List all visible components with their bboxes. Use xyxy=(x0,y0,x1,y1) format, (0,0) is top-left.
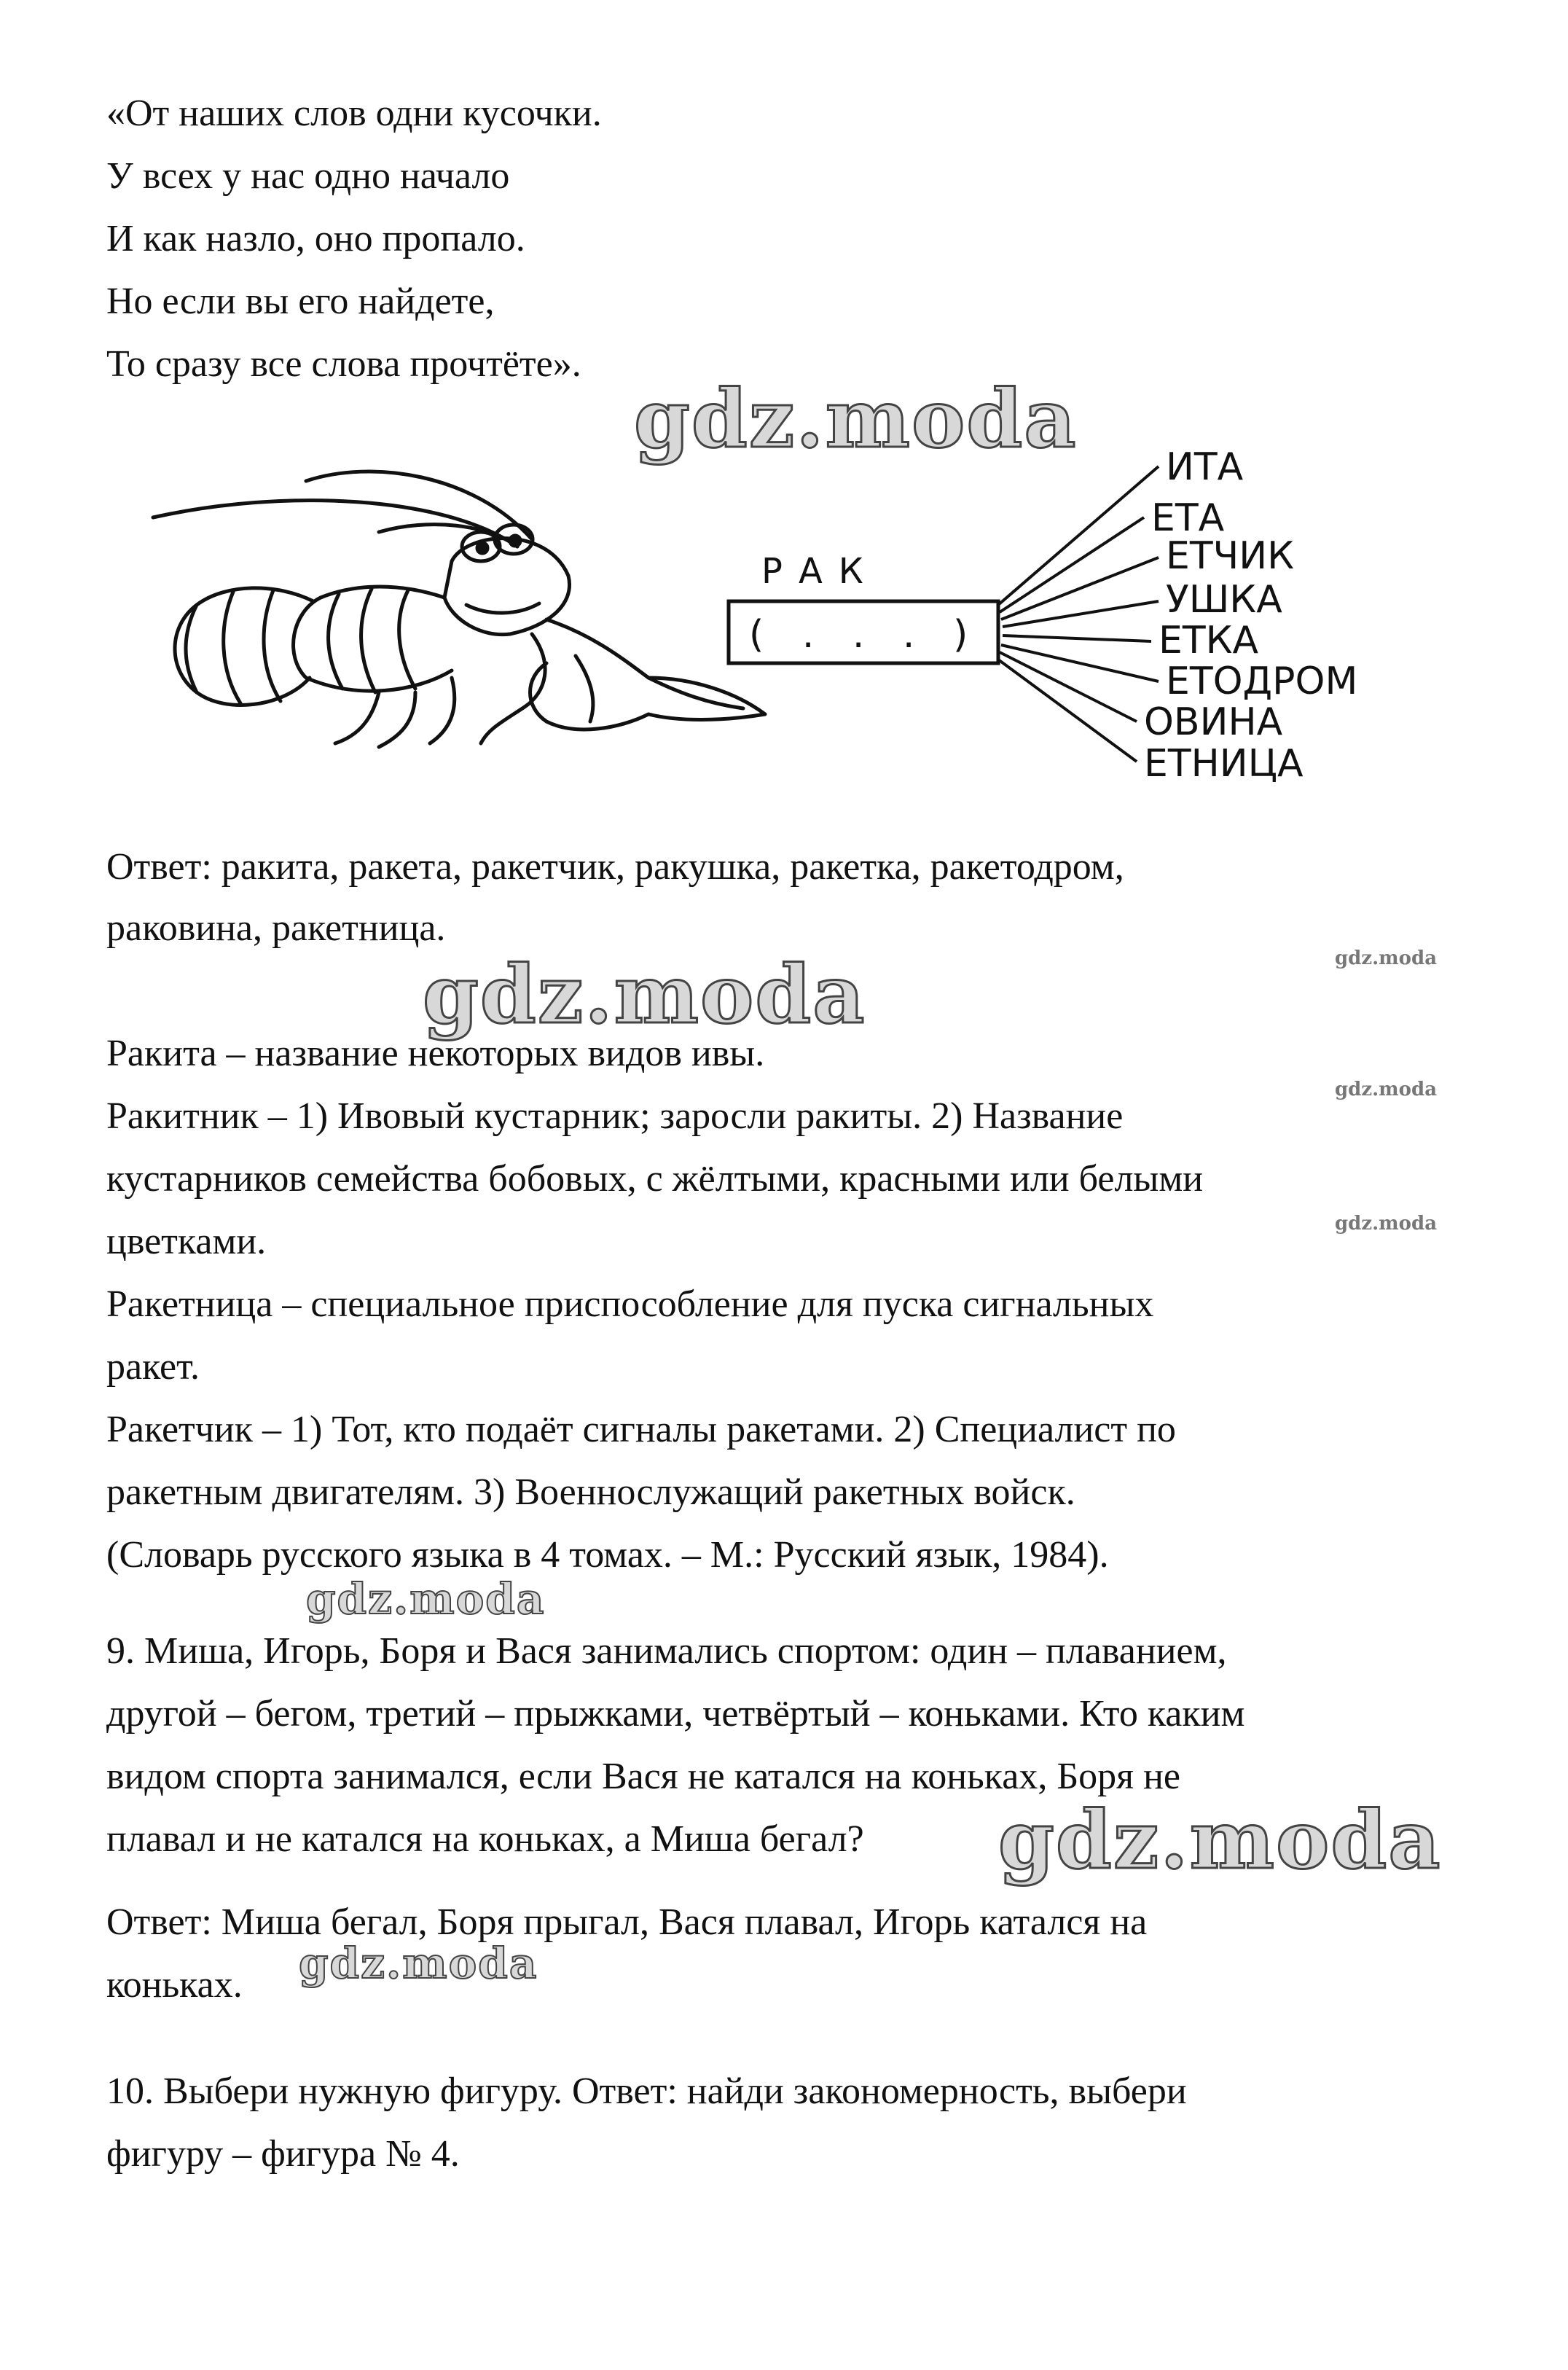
puzzle-ending: ОВИНА xyxy=(1144,700,1283,744)
task-line: плавал и не катался на коньках, а Миша бегал? xyxy=(106,1818,864,1860)
puzzle-ending: ЕТЧИК xyxy=(1166,534,1295,578)
poem-line: «От наших слов одни кусочки. xyxy=(106,93,602,134)
task-line: другой – бегом, третий – прыжками, четвёртый – коньками. Кто каким xyxy=(106,1693,1245,1735)
definition-line: Ракитник – 1) Ивовый кустарник; заросли ракиты. 2) Название xyxy=(106,1095,1124,1137)
puzzle-placeholder: ( . . . ) xyxy=(749,613,981,657)
answer-line: раковина, ракетница. xyxy=(106,907,446,949)
puzzle-heading: РАК xyxy=(761,551,879,592)
puzzle-ending: УШКА xyxy=(1166,578,1282,622)
poem-line: То сразу все слова прочтёте». xyxy=(106,343,581,385)
watermark-small: gdz.moda xyxy=(1335,1213,1438,1235)
answer-line: Ответ: Миша бегал, Боря прыгал, Вася плавал, Игорь катался на xyxy=(106,1901,1148,1943)
answer-line: коньках. xyxy=(106,1964,243,2006)
watermark: gdz.moda xyxy=(299,1939,538,1988)
watermark: gdz.moda xyxy=(634,372,1078,466)
crayfish-icon xyxy=(153,472,765,747)
poem-line: У всех у нас одно начало xyxy=(106,155,510,197)
definition-line: Ракетница – специальное приспособление для пуска сигнальных xyxy=(106,1283,1154,1325)
puzzle-ending: ЕТКА xyxy=(1159,619,1259,662)
definition-line: кустарников семейства бобовых, с жёлтыми, красными или белыми xyxy=(106,1158,1204,1200)
definition-line: ракет. xyxy=(106,1346,200,1388)
task-line: фигуру – фигура № 4. xyxy=(106,2133,460,2175)
crayfish-puzzle-figure xyxy=(138,437,1479,816)
watermark: gdz.moda xyxy=(306,1574,546,1624)
watermark: gdz.moda xyxy=(998,1793,1442,1887)
task-line: 10. Выбери нужную фигуру. Ответ: найди закономерность, выбери xyxy=(106,2070,1187,2112)
definition-line: ракетным двигателям. 3) Военнослужащий ракетных войск. xyxy=(106,1471,1075,1513)
poem-line: Но если вы его найдете, xyxy=(106,281,495,322)
puzzle-connectors xyxy=(998,466,1159,762)
puzzle-ending: ЕТА xyxy=(1151,496,1225,540)
task-line: 9. Миша, Игорь, Боря и Вася занимались спортом: один – плаванием, xyxy=(106,1630,1227,1672)
definition-line: Ракита – название некоторых видов ивы. xyxy=(106,1033,765,1074)
definition-line: цветками. xyxy=(106,1221,267,1262)
answer-line: Ответ: ракита, ракета, ракетчик, ракушка, ракетка, ракетодром, xyxy=(106,846,1124,888)
task-line: видом спорта занимался, если Вася не катался на коньках, Боря не xyxy=(106,1756,1181,1797)
puzzle-ending: ИТА xyxy=(1166,445,1244,489)
watermark-small: gdz.moda xyxy=(1335,1079,1438,1100)
definition-line: Ракетчик – 1) Тот, кто подаёт сигналы ракетами. 2) Специалист по xyxy=(106,1409,1176,1450)
watermark: gdz.moda xyxy=(423,947,866,1041)
puzzle-ending: ЕТНИЦА xyxy=(1144,742,1304,786)
puzzle-ending: ЕТОДРОМ xyxy=(1166,660,1358,703)
watermark-small: gdz.moda xyxy=(1335,947,1438,969)
definition-line: (Словарь русского языка в 4 томах. – М.: Русский язык, 1984). xyxy=(106,1534,1109,1576)
poem-line: И как назло, оно пропало. xyxy=(106,218,525,259)
